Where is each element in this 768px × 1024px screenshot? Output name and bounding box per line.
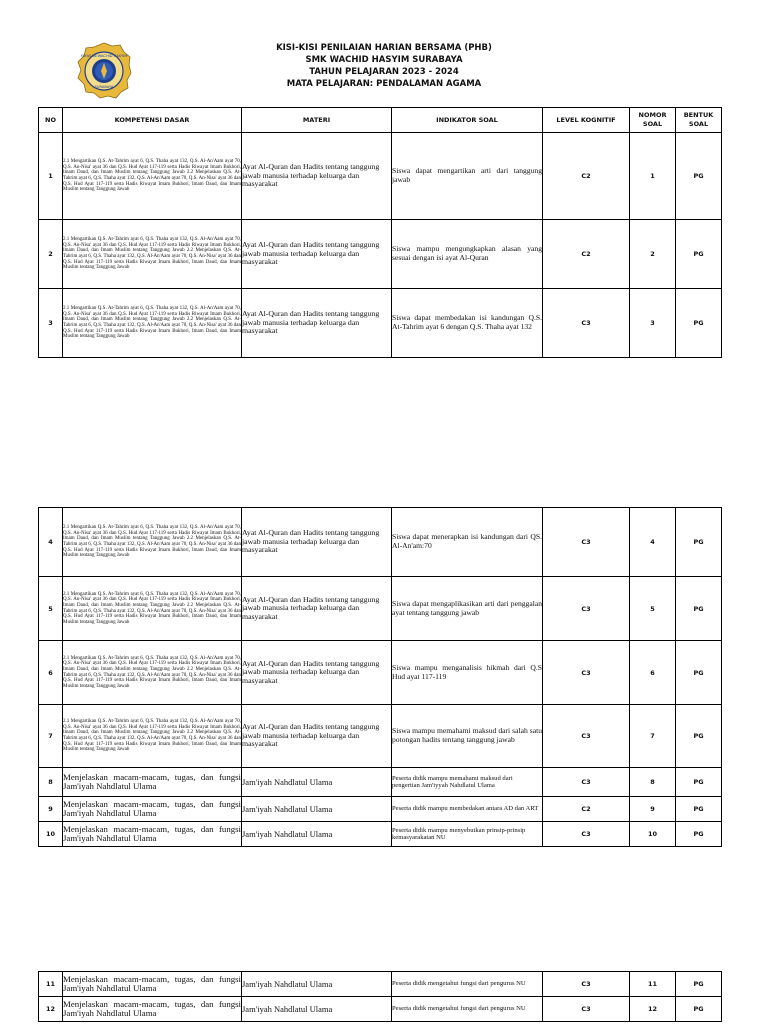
row-materi: Ayat Al-Quran dan Hadits tentang tanggung jawab manusia terhadap keluarga dan masyarakat	[242, 577, 392, 641]
row-kompetensi-dasar: 2.1 Mengartikan Q.S. At-Tahrim ayat 6, Q.S. Thaha ayat 132, Q.S. Al-An'Aam ayat 70, Q.S. An-Nisa' ayat 36 dan Q.S. Hud Ayat 117-119 serta Hadis Riwayat Imam Bukhori, Imam Daud, dan Imam Muslim tentang Tanggung Jawab 2.2 Menjelaskan Q.S. At-Tahrim ayat 6, Q.S. Thaha ayat 132, Q.S. Al-An'Aam ayat 70, Q.S. An-Nisa' ayat 36 dan Q.S. Hud Ayat 117-119 serta Hadis Riwayat Imam Bukhori, Imam Daud, dan Imam Muslim tentang Tanggung Jawab	[63, 220, 242, 289]
row-nomor: 7	[630, 705, 676, 768]
document-header	[0, 42, 768, 90]
row-bentuk: PG	[676, 508, 722, 577]
kisi-kisi-table-1	[38, 107, 722, 358]
row-no: 3	[39, 289, 63, 358]
row-kompetensi-dasar: Menjelaskan macam-macam, tugas, dan fungsi Jam'iyah Nahdlatul Ulama	[63, 997, 242, 1022]
col-materi: MATERI	[242, 108, 392, 133]
row-indikator: Peserta didik mampu membedakan antara AD dan ART	[392, 797, 543, 822]
row-nomor: 2	[630, 220, 676, 289]
row-nomor: 11	[630, 972, 676, 997]
row-materi: Ayat Al-Quran dan Hadits tentang tanggung jawab manusia terhadap keluarga dan masyarakat	[242, 133, 392, 220]
row-nomor: 3	[630, 289, 676, 358]
row-bentuk: PG	[676, 797, 722, 822]
row-indikator: Siswa mampu mengungkapkan alasan yang sesuai dengan isi ayat Al-Quran	[392, 220, 543, 289]
table-row	[39, 972, 722, 997]
row-level: C3	[543, 705, 630, 768]
table-row	[39, 705, 722, 768]
row-level: C3	[543, 972, 630, 997]
header-line-3: TAHUN PELAJARAN 2023 - 2024	[309, 67, 459, 77]
table-row	[39, 133, 722, 220]
row-nomor: 10	[630, 822, 676, 847]
row-level: C3	[543, 768, 630, 797]
row-bentuk: PG	[676, 577, 722, 641]
row-indikator: Peserta didik mengetahui fungsi dari pengurus NU	[392, 972, 543, 997]
row-materi: Ayat Al-Quran dan Hadits tentang tanggung jawab manusia terhadap keluarga dan masyarakat	[242, 289, 392, 358]
row-no: 10	[39, 822, 63, 847]
row-bentuk: PG	[676, 289, 722, 358]
row-indikator: Siswa dapat mengartikan arti dari tanggung jawab	[392, 133, 543, 220]
header-line-2: SMK WACHID HASYIM SURABAYA	[305, 55, 463, 65]
row-no: 4	[39, 508, 63, 577]
row-kompetensi-dasar: 2.1 Mengartikan Q.S. At-Tahrim ayat 6, Q.S. Thaha ayat 132, Q.S. Al-An'Aam ayat 70, Q.S. An-Nisa' ayat 36 dan Q.S. Hud Ayat 117-119 serta Hadis Riwayat Imam Bukhori, Imam Daud, dan Imam Muslim tentang Tanggung Jawab 2.2 Menjelaskan Q.S. At-Tahrim ayat 6, Q.S. Thaha ayat 132, Q.S. Al-An'Aam ayat 70, Q.S. An-Nisa' ayat 36 dan Q.S. Hud Ayat 117-119 serta Hadis Riwayat Imam Bukhori, Imam Daud, dan Imam Muslim tentang Tanggung Jawab	[63, 577, 242, 641]
row-indikator: Siswa dapat mengaplikasikan arti dari penggalan ayat tentang tanggung jawab	[392, 577, 543, 641]
row-materi: Ayat Al-Quran dan Hadits tentang tanggung jawab manusia terhadap keluarga dan masyarakat	[242, 705, 392, 768]
table-row	[39, 641, 722, 705]
table-row	[39, 577, 722, 641]
row-no: 9	[39, 797, 63, 822]
row-no: 6	[39, 641, 63, 705]
row-level: C3	[543, 822, 630, 847]
table-row	[39, 822, 722, 847]
row-bentuk: PG	[676, 822, 722, 847]
row-materi: Jam'iyah Nahdlatul Ulama	[242, 797, 392, 822]
row-kompetensi-dasar: 2.1 Mengartikan Q.S. At-Tahrim ayat 6, Q.S. Thaha ayat 132, Q.S. Al-An'Aam ayat 70, Q.S. An-Nisa' ayat 36 dan Q.S. Hud Ayat 117-119 serta Hadis Riwayat Imam Bukhori, Imam Daud, dan Imam Muslim tentang Tanggung Jawab 2.2 Menjelaskan Q.S. At-Tahrim ayat 6, Q.S. Thaha ayat 132, Q.S. Al-An'Aam ayat 70, Q.S. An-Nisa' ayat 36 dan Q.S. Hud Ayat 117-119 serta Hadis Riwayat Imam Bukhori, Imam Daud, dan Imam Muslim tentang Tanggung Jawab	[63, 641, 242, 705]
col-indikator-soal: INDIKATOR SOAL	[392, 108, 543, 133]
row-kompetensi-dasar: Menjelaskan macam-macam, tugas, dan fungsi Jam'iyah Nahdlatul Ulama	[63, 972, 242, 997]
row-no: 12	[39, 997, 63, 1022]
row-nomor: 12	[630, 997, 676, 1022]
row-level: C2	[543, 133, 630, 220]
row-bentuk: PG	[676, 768, 722, 797]
row-bentuk: PG	[676, 220, 722, 289]
row-level: C2	[543, 797, 630, 822]
row-bentuk: PG	[676, 997, 722, 1022]
table-row	[39, 508, 722, 577]
table-row	[39, 797, 722, 822]
row-indikator: Peserta didik mampu menyebutkan prinsip-prinsip kemasyarakatan NU	[392, 822, 543, 847]
header-line-4: MATA PELAJARAN: PENDALAMAN AGAMA	[286, 79, 482, 89]
row-level: C3	[543, 508, 630, 577]
row-level: C2	[543, 220, 630, 289]
row-nomor: 4	[630, 508, 676, 577]
col-nomor-soal: NOMOR SOAL	[630, 108, 676, 133]
row-bentuk: PG	[676, 133, 722, 220]
row-bentuk: PG	[676, 705, 722, 768]
row-indikator: Siswa mampu menganalisis hikmah dari Q.S Hud ayat 117-119	[392, 641, 543, 705]
row-no: 7	[39, 705, 63, 768]
row-materi: Jam'iyah Nahdlatul Ulama	[242, 822, 392, 847]
row-nomor: 1	[630, 133, 676, 220]
kisi-kisi-table-2	[38, 507, 722, 847]
row-kompetensi-dasar: Menjelaskan macam-macam, tugas, dan fungsi Jam'iyah Nahdlatul Ulama	[63, 822, 242, 847]
table-row	[39, 220, 722, 289]
row-kompetensi-dasar: 2.1 Mengartikan Q.S. At-Tahrim ayat 6, Q.S. Thaha ayat 132, Q.S. Al-An'Aam ayat 70, Q.S. An-Nisa' ayat 36 dan Q.S. Hud Ayat 117-119 serta Hadis Riwayat Imam Bukhori, Imam Daud, dan Imam Muslim tentang Tanggung Jawab 2.2 Menjelaskan Q.S. At-Tahrim ayat 6, Q.S. Thaha ayat 132, Q.S. Al-An'Aam ayat 70, Q.S. An-Nisa' ayat 36 dan Q.S. Hud Ayat 117-119 serta Hadis Riwayat Imam Bukhori, Imam Daud, dan Imam Muslim tentang Tanggung Jawab	[63, 508, 242, 577]
row-indikator: Peserta didik mengetahui fungsi dari pengurus NU	[392, 997, 543, 1022]
row-kompetensi-dasar: 2.1 Mengartikan Q.S. At-Tahrim ayat 6, Q.S. Thaha ayat 132, Q.S. Al-An'Aam ayat 70, Q.S. An-Nisa' ayat 36 dan Q.S. Hud Ayat 117-119 serta Hadis Riwayat Imam Bukhori, Imam Daud, dan Imam Muslim tentang Tanggung Jawab 2.2 Menjelaskan Q.S. At-Tahrim ayat 6, Q.S. Thaha ayat 132, Q.S. Al-An'Aam ayat 70, Q.S. An-Nisa' ayat 36 dan Q.S. Hud Ayat 117-119 serta Hadis Riwayat Imam Bukhori, Imam Daud, dan Imam Muslim tentang Tanggung Jawab	[63, 289, 242, 358]
row-materi: Jam'iyah Nahdlatul Ulama	[242, 972, 392, 997]
row-kompetensi-dasar: 2.1 Mengartikan Q.S. At-Tahrim ayat 6, Q.S. Thaha ayat 132, Q.S. Al-An'Aam ayat 70, Q.S. An-Nisa' ayat 36 dan Q.S. Hud Ayat 117-119 serta Hadis Riwayat Imam Bukhori, Imam Daud, dan Imam Muslim tentang Tanggung Jawab 2.2 Menjelaskan Q.S. At-Tahrim ayat 6, Q.S. Thaha ayat 132, Q.S. Al-An'Aam ayat 70, Q.S. An-Nisa' ayat 36 dan Q.S. Hud Ayat 117-119 serta Hadis Riwayat Imam Bukhori, Imam Daud, dan Imam Muslim tentang Tanggung Jawab	[63, 133, 242, 220]
col-bentuk-soal: BENTUK SOAL	[676, 108, 722, 133]
row-nomor: 8	[630, 768, 676, 797]
row-kompetensi-dasar: Menjelaskan macam-macam, tugas, dan fungsi Jam'iyah Nahdlatul Ulama	[63, 797, 242, 822]
table-row	[39, 289, 722, 358]
col-kompetensi-dasar: KOMPETENSI DASAR	[63, 108, 242, 133]
row-no: 8	[39, 768, 63, 797]
logo-bottom-text: SURABAYA	[94, 85, 114, 89]
row-bentuk: PG	[676, 641, 722, 705]
row-level: C3	[543, 577, 630, 641]
col-level-kognitif: LEVEL KOGNITIF	[543, 108, 630, 133]
table-row	[39, 997, 722, 1022]
row-no: 1	[39, 133, 63, 220]
row-indikator: Peserta didik mampu memahami maksud dari pengertian Jam'iyyah Nahdlatul Ulama	[392, 768, 543, 797]
row-materi: Jam'iyah Nahdlatul Ulama	[242, 997, 392, 1022]
row-materi: Ayat Al-Quran dan Hadits tentang tanggung jawab manusia terhadap keluarga dan masyarakat	[242, 641, 392, 705]
kisi-kisi-table-3	[38, 971, 722, 1022]
col-no: NO	[39, 108, 63, 133]
row-indikator: Siswa mampu memahami maksud dari salah satu potongan hadits tentang tanggung jawab	[392, 705, 543, 768]
row-no: 2	[39, 220, 63, 289]
row-kompetensi-dasar: Menjelaskan macam-macam, tugas, dan fungsi Jam'iyah Nahdlatul Ulama	[63, 768, 242, 797]
row-materi: Jam'iyah Nahdlatul Ulama	[242, 768, 392, 797]
row-level: C3	[543, 641, 630, 705]
logo-top-text: YAYASAN WACHID HASYIM	[80, 54, 128, 58]
row-nomor: 5	[630, 577, 676, 641]
row-materi: Ayat Al-Quran dan Hadits tentang tanggung jawab manusia terhadap keluarga dan masyarakat	[242, 508, 392, 577]
row-no: 11	[39, 972, 63, 997]
row-nomor: 6	[630, 641, 676, 705]
row-kompetensi-dasar: 2.1 Mengartikan Q.S. At-Tahrim ayat 6, Q.S. Thaha ayat 132, Q.S. Al-An'Aam ayat 70, Q.S. An-Nisa' ayat 36 dan Q.S. Hud Ayat 117-119 serta Hadis Riwayat Imam Bukhori, Imam Daud, dan Imam Muslim tentang Tanggung Jawab 2.2 Menjelaskan Q.S. At-Tahrim ayat 6, Q.S. Thaha ayat 132, Q.S. Al-An'Aam ayat 70, Q.S. An-Nisa' ayat 36 dan Q.S. Hud Ayat 117-119 serta Hadis Riwayat Imam Bukhori, Imam Daud, dan Imam Muslim tentang Tanggung Jawab	[63, 705, 242, 768]
row-materi: Ayat Al-Quran dan Hadits tentang tanggung jawab manusia terhadap keluarga dan masyarakat	[242, 220, 392, 289]
row-indikator: Siswa dapat membedakan isi kandungan Q.S. At-Tahrim ayat 6 dengan Q.S. Thaha ayat 132	[392, 289, 543, 358]
row-nomor: 9	[630, 797, 676, 822]
row-level: C3	[543, 289, 630, 358]
row-level: C3	[543, 997, 630, 1022]
row-no: 5	[39, 577, 63, 641]
table-row	[39, 768, 722, 797]
row-indikator: Siswa dapat menerapkan isi kandungan dari QS. Al-An'am:70	[392, 508, 543, 577]
table-header-row	[39, 108, 722, 133]
row-bentuk: PG	[676, 972, 722, 997]
header-line-1: KISI-KISI PENILAIAN HARIAN BERSAMA (PHB)	[276, 43, 492, 53]
